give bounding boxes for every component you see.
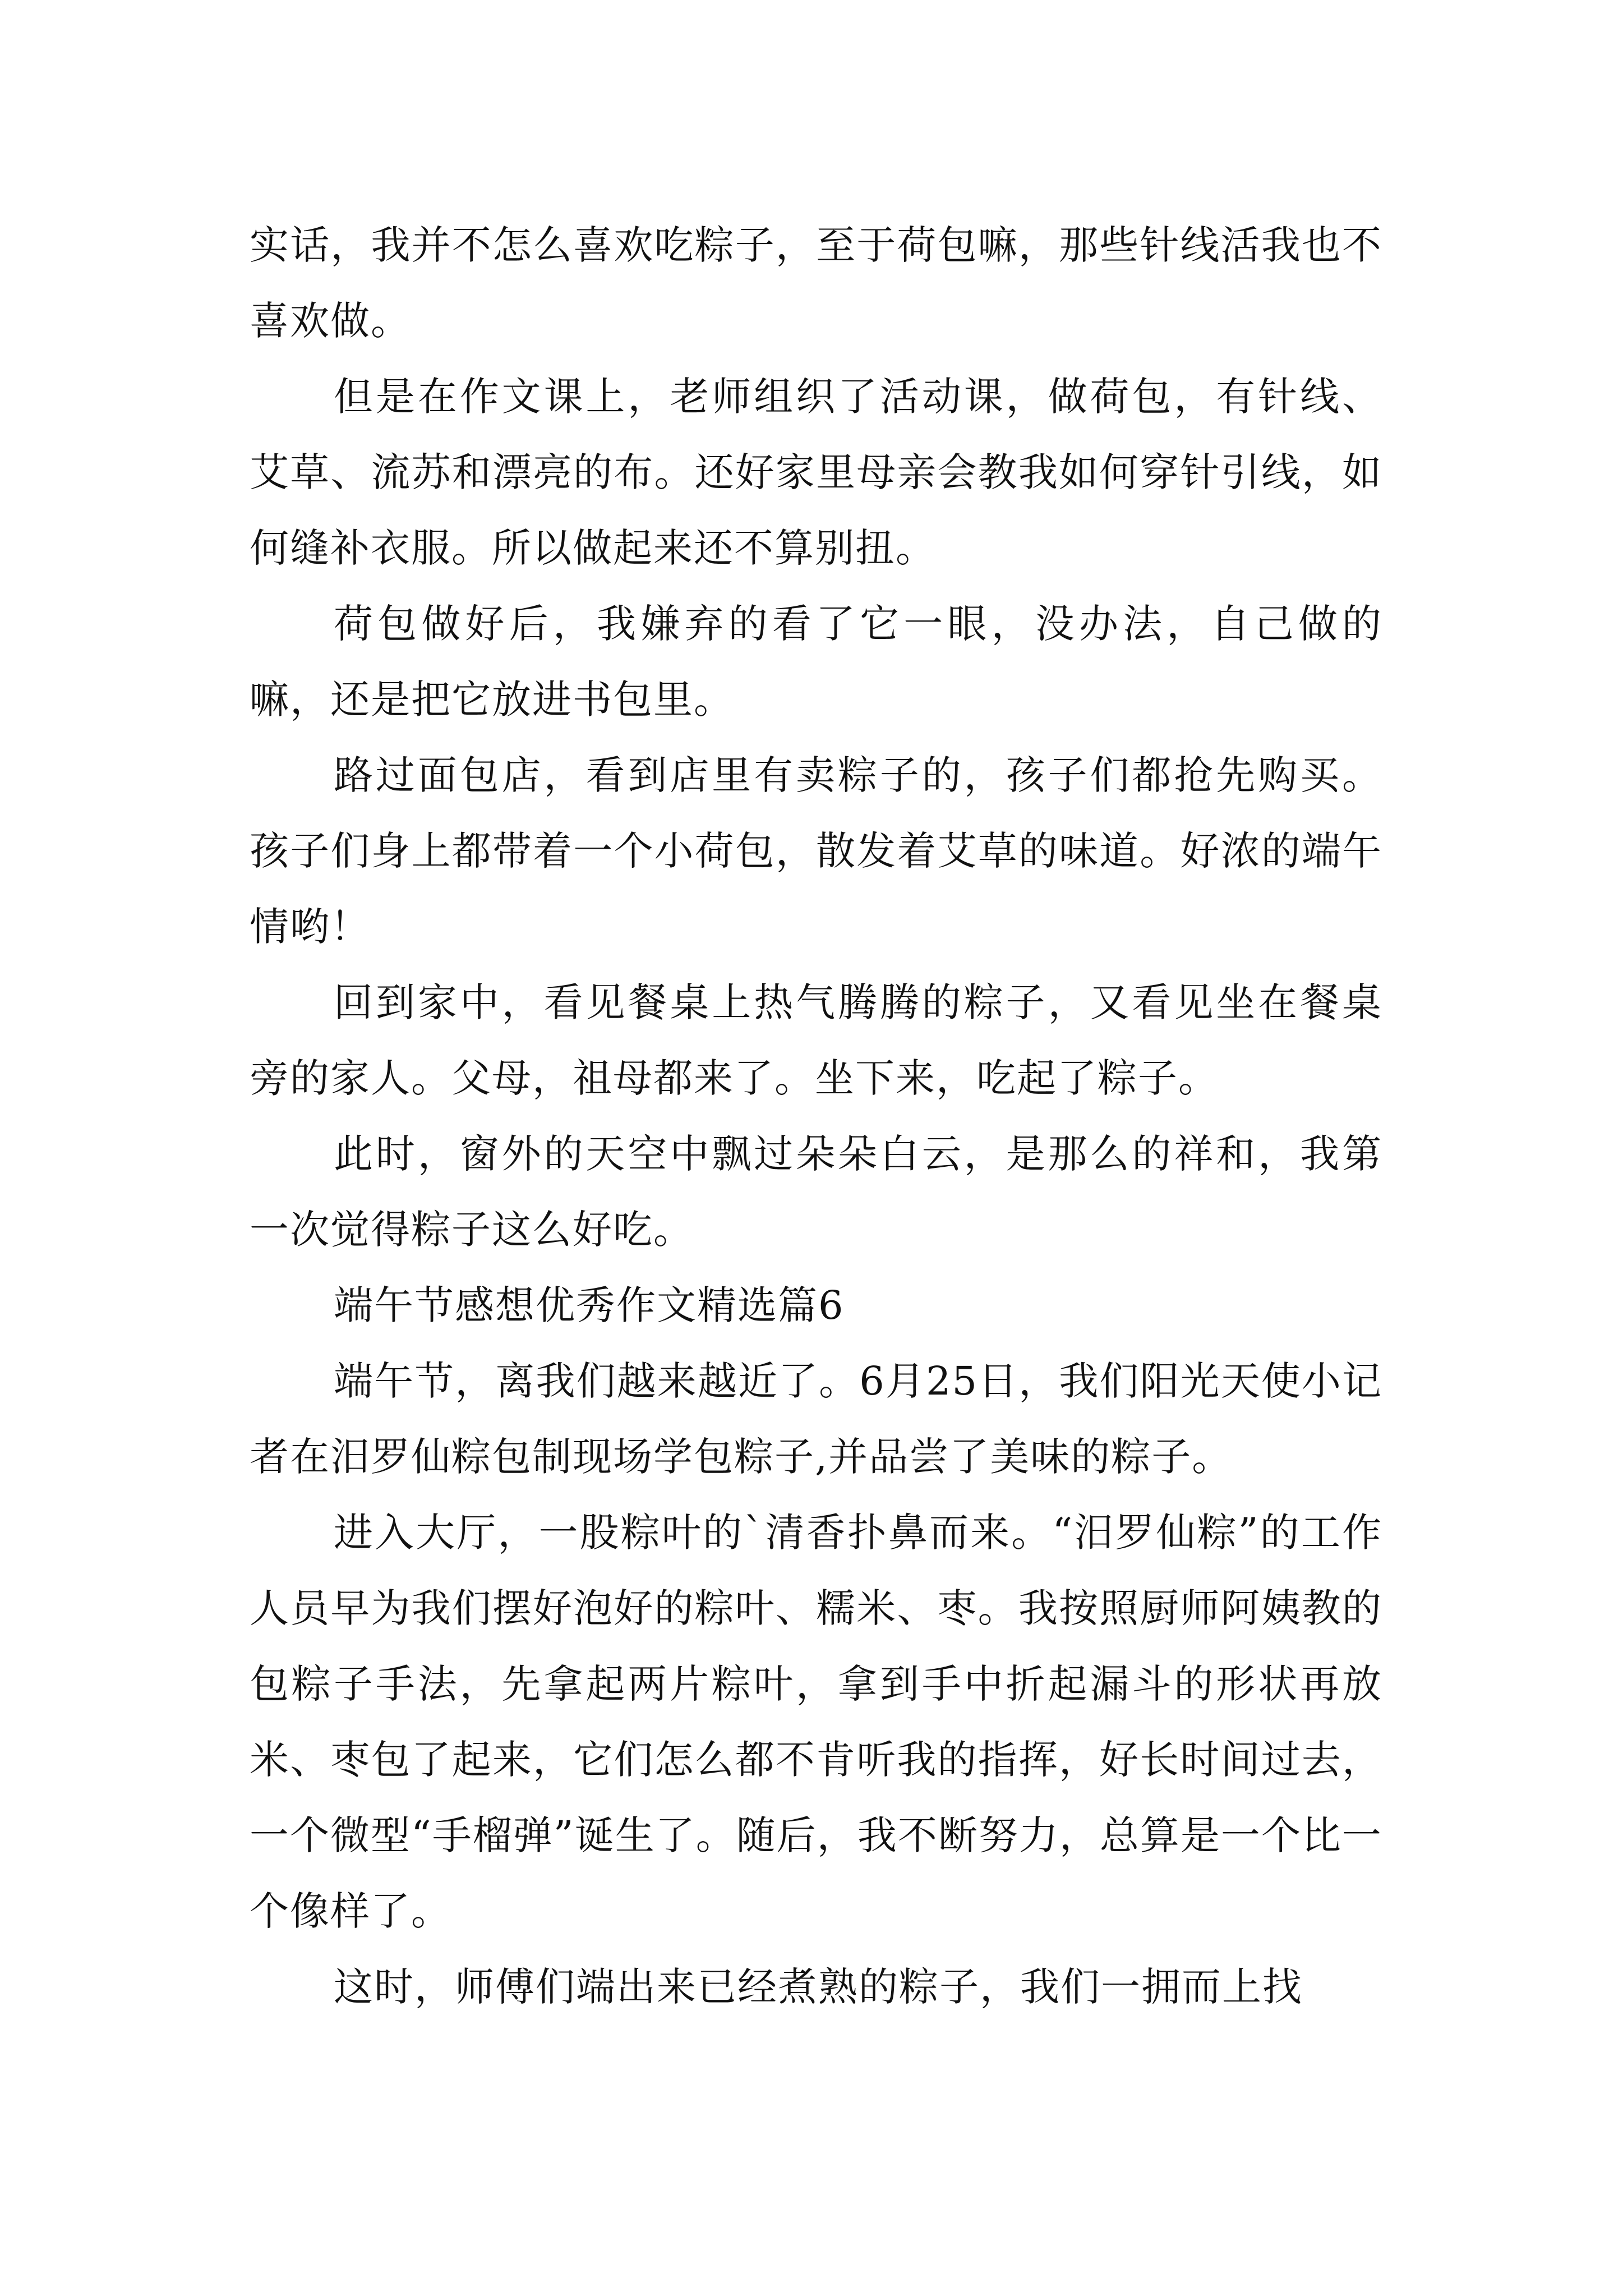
paragraph: 这时，师傅们端出来已经煮熟的粽子，我们一拥而上找 (334, 1964, 1303, 2010)
section-heading: 端午节感想优秀作文精选篇6 (334, 1282, 845, 1328)
paragraph-continuation: 实话，我并不怎么喜欢吃粽子，至于荷包嘛，那些针线活我也不喜欢做。 (250, 222, 1382, 344)
paragraph: 回到家中，看见餐桌上热气腾腾的粽子，又看见坐在餐桌旁的家人。父母，祖母都来了。坐下来，吃起了粽子。 (250, 979, 1382, 1101)
paragraph: 端午节，离我们越来越近了。6月25日，我们阳光天使小记者在汨罗仙粽包制现场学包粽子,并品尝了美味的粽子。 (250, 1358, 1382, 1480)
paragraph: 此时，窗外的天空中飘过朵朵白云，是那么的祥和，我第一次觉得粽子这么好吃。 (250, 1131, 1382, 1253)
paragraph: 路过面包店，看到店里有卖粽子的，孩子们都抢先购买。孩子们身上都带着一个小荷包，散发着艾草的味道。好浓的端午情哟！ (250, 752, 1382, 950)
paragraph: 荷包做好后，我嫌弃的看了它一眼，没办法，自己做的嘛，还是把它放进书包里。 (250, 601, 1382, 723)
document-body (250, 208, 1382, 2025)
paragraph: 进入大厅，一股粽叶的`清香扑鼻而来。“汨罗仙粽”的工作人员早为我们摆好泡好的粽叶、糯米、枣。我按照厨师阿姨教的包粽子手法，先拿起两片粽叶，拿到手中折起漏斗的形状再放米、枣包了起来，它们怎么都不肯听我的指挥，好长时间过去，一个微型“手榴弹”诞生了。随后，我不断努力，总算是一个比一个像样了。 (250, 1510, 1382, 1934)
paragraph: 但是在作文课上，老师组织了活动课，做荷包，有针线、艾草、流苏和漂亮的布。还好家里母亲会教我如何穿针引线，如何缝补衣服。所以做起来还不算别扭。 (250, 374, 1382, 571)
